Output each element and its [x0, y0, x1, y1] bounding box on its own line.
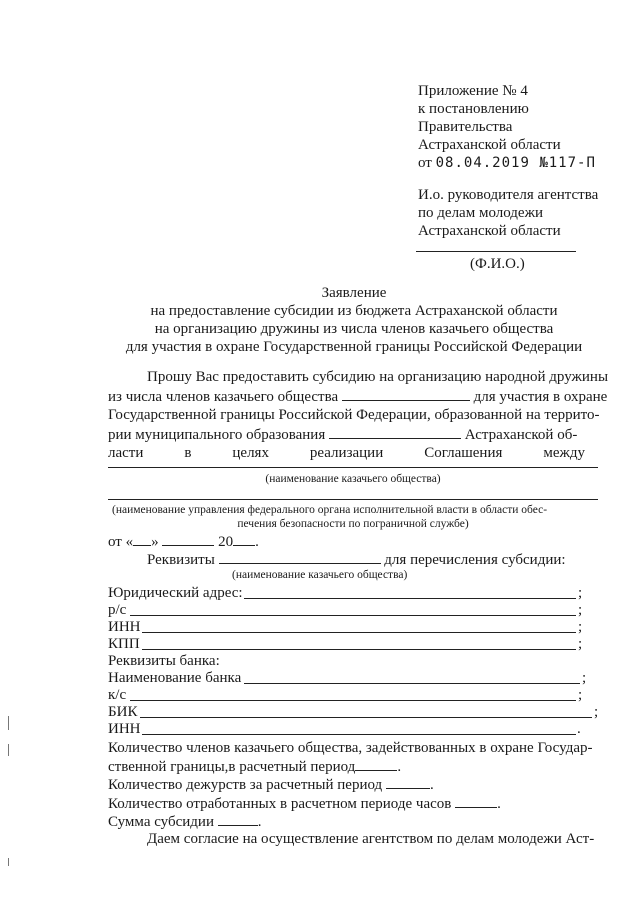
request-line-4-text-b: Астраханской об-	[464, 427, 578, 443]
fio-caption: (Ф.И.О.)	[470, 256, 525, 272]
bank-inn-period: .	[577, 721, 581, 737]
scan-margin-mark	[8, 858, 9, 866]
date-end: .	[255, 534, 259, 550]
bank-name-semicolon: ;	[582, 670, 587, 686]
sum-period: .	[257, 814, 262, 830]
requisites-label: Реквизиты	[147, 552, 215, 568]
date-from: от «	[108, 534, 134, 550]
legal-address-semicolon: ;	[578, 585, 583, 601]
duties-line	[108, 775, 434, 794]
members-period: .	[397, 759, 402, 775]
word-2: в	[184, 445, 192, 461]
society-name-caption: (наименование казачьего общества)	[265, 473, 441, 485]
addressee-line-1: И.о. руководителя агентства	[418, 187, 599, 203]
bank-requisites-label: Реквизиты банка:	[108, 653, 220, 669]
account-semicolon: ;	[578, 602, 583, 618]
authority-caption-line-2: печения безопасности по пограничной службе)	[237, 518, 469, 530]
account-label: р/с	[108, 602, 127, 618]
authority-name-line[interactable]	[108, 499, 598, 500]
requisites-line	[147, 550, 566, 569]
date-day-blank[interactable]	[133, 532, 151, 546]
sum-line	[108, 812, 262, 831]
bik-input[interactable]	[140, 717, 592, 718]
appendix-government: Правительства	[418, 119, 513, 135]
title-line-4: для участия в охране Государственной границы Российской Федерации	[125, 339, 583, 355]
bank-name-input[interactable]	[244, 683, 580, 684]
corr-account-input[interactable]	[130, 700, 576, 701]
addressee-line-2: по делам молодежи	[418, 205, 543, 221]
appendix-region: Астраханской области	[418, 137, 561, 153]
title-line-2: на предоставление субсидии из бюджета Астраханской области	[150, 303, 558, 319]
corr-account-label: к/с	[108, 687, 127, 703]
hours-period: .	[497, 796, 501, 812]
date-year-blank[interactable]	[233, 532, 255, 546]
legal-address-input[interactable]	[244, 598, 576, 599]
members-line-1: Количество членов казачьего общества, задействованных в охране Государ-	[108, 740, 593, 756]
duties-text: Количество дежурств за расчетный период	[108, 777, 383, 793]
inn-input[interactable]	[142, 632, 576, 633]
members-count-blank[interactable]	[355, 757, 397, 771]
hours-count-blank[interactable]	[455, 794, 497, 808]
duties-period: .	[429, 777, 434, 793]
appendix-date-stamp: 08.04.2019 №117-П	[435, 155, 596, 171]
date-month-blank[interactable]	[162, 532, 214, 546]
bik-semicolon: ;	[594, 704, 599, 720]
request-line-3: Государственной границы Российской Федерации, образованной на террито-	[108, 407, 600, 423]
account-input[interactable]	[130, 615, 576, 616]
request-line-4	[108, 425, 577, 444]
request-line-5	[108, 444, 585, 462]
date-year-prefix: 20	[218, 534, 234, 550]
scan-margin-mark	[8, 716, 9, 730]
bank-inn-label: ИНН	[108, 721, 141, 737]
sum-text: Сумма субсидии	[108, 814, 214, 830]
bik-label: БИК	[108, 704, 138, 720]
consent-line: Даем согласие на осуществление агентством по делам молодежи Аст-	[147, 831, 595, 847]
authority-caption-line-1: (наименование управления федерального органа исполнительной власти в области обес-	[112, 504, 548, 516]
date-quote-close: »	[151, 534, 159, 550]
scan-margin-mark	[8, 744, 9, 756]
bank-name-label: Наименование банка	[108, 670, 242, 686]
duties-count-blank[interactable]	[386, 775, 430, 789]
word-1: ласти	[108, 445, 144, 461]
requisites-society-blank[interactable]	[219, 550, 381, 564]
request-line-2	[108, 387, 607, 406]
municipality-blank[interactable]	[329, 425, 461, 439]
appendix-date	[418, 154, 596, 172]
fio-underline	[416, 251, 576, 252]
agreement-date	[108, 532, 259, 551]
addressee-line-3: Астраханской области	[418, 223, 561, 239]
society-name-blank[interactable]	[342, 387, 470, 401]
word-5: Соглашения	[424, 445, 503, 461]
kpp-label: КПП	[108, 636, 140, 652]
request-line-2-text-b: для участия в охране	[473, 389, 608, 405]
members-line-2-text: ственной границы,в расчетный период	[108, 759, 356, 775]
appendix-date-prefix: от	[418, 155, 436, 171]
title-line-3: на организацию дружины из числа членов казачьего общества	[154, 321, 554, 337]
sum-blank[interactable]	[218, 812, 258, 826]
bank-inn-input[interactable]	[142, 734, 576, 735]
corr-account-semicolon: ;	[578, 687, 583, 703]
legal-address-label: Юридический адрес:	[108, 585, 243, 601]
title-line-1: Заявление	[321, 285, 387, 301]
inn-label: ИНН	[108, 619, 141, 635]
request-line-4-text-a: рии муниципального образования	[108, 427, 326, 443]
request-line-1: Прошу Вас предоставить субсидию на организацию народной дружины	[147, 369, 609, 385]
word-4: реализации	[309, 445, 384, 461]
kpp-semicolon: ;	[578, 636, 583, 652]
appendix-number: Приложение № 4	[418, 83, 528, 99]
request-line-2-text-a: из числа членов казачьего общества	[108, 389, 339, 405]
word-6: между	[543, 445, 585, 461]
hours-line	[108, 794, 501, 813]
society-name-line[interactable]	[108, 467, 598, 468]
appendix-resolution: к постановлению	[418, 101, 529, 117]
requisites-purpose: для перечисления субсидии:	[384, 552, 566, 568]
word-3: целях	[232, 445, 269, 461]
hours-text: Количество отработанных в расчетном периоде часов	[108, 796, 452, 812]
inn-semicolon: ;	[578, 619, 583, 635]
members-line-2	[108, 757, 401, 776]
kpp-input[interactable]	[142, 649, 576, 650]
requisites-caption: (наименование казачьего общества)	[232, 569, 408, 581]
